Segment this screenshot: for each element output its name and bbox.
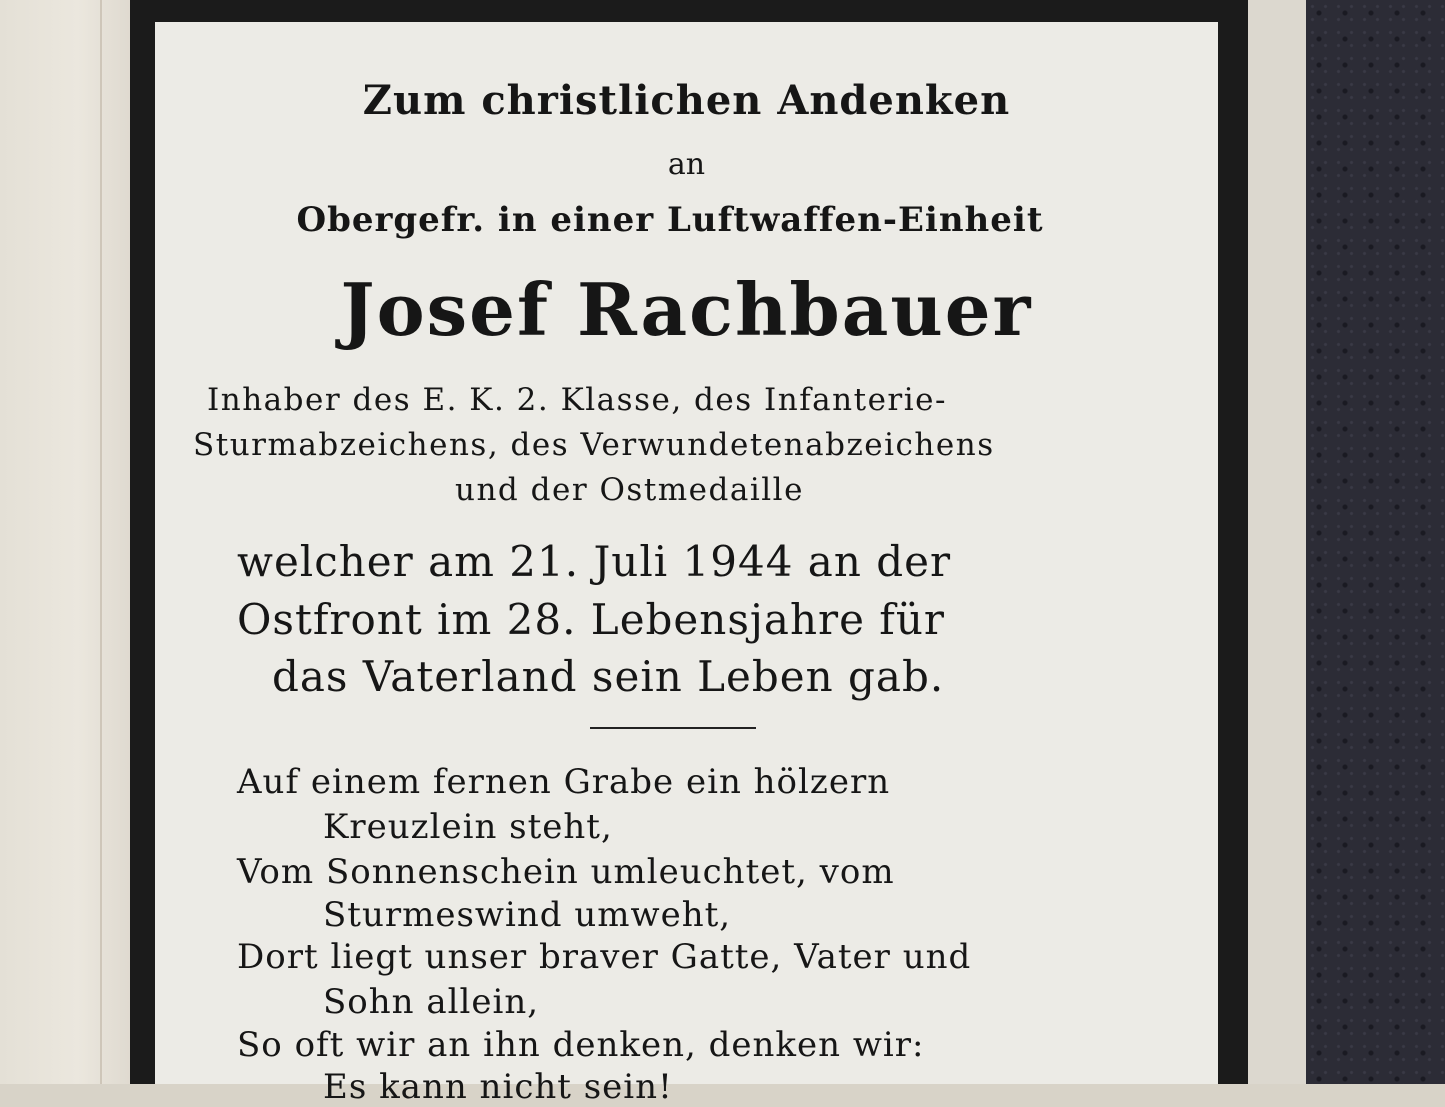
poem-line-1: Auf einem fernen Grabe ein hölzern [237,762,891,802]
poem-line-8: Es kann nicht sein! [323,1067,673,1107]
card-text [155,22,1218,1107]
background-strip [1248,0,1306,1084]
poem-line-3: Vom Sonnenschein umleuchtet, vom [237,852,895,892]
heading: Zum christlichen Andenken [362,77,1011,124]
rank-line: Obergefr. in einer Luftwaffen-Einheit [296,200,1044,240]
death-line-3: das Vaterland sein Leben gab. [272,652,945,701]
divider-rule [590,727,756,729]
dark-fabric-background [1306,0,1445,1084]
preposition: an [667,147,706,182]
honors-line-2: Sturmabzeichens, des Verwundetenabzeichens [193,427,995,463]
death-line-1: welcher am 21. Juli 1944 an der [237,537,952,586]
poem-line-4: Sturmeswind umweht, [323,895,732,935]
poem-line-2: Kreuzlein steht, [323,807,613,847]
death-line-2: Ostfront im 28. Lebensjahre für [237,595,945,644]
paper-margin-left [0,0,130,1084]
poem-line-7: So oft wir an ihn denken, denken wir: [237,1025,925,1065]
honors-line-1: Inhaber des E. K. 2. Klasse, des Infanterie- [207,382,947,418]
deceased-name: Josef Rachbauer [340,267,1033,352]
poem-line-5: Dort liegt unser braver Gatte, Vater und [237,937,972,977]
honors-line-3: und der Ostmedaille [455,472,804,508]
poem-line-6: Sohn allein, [323,982,540,1022]
